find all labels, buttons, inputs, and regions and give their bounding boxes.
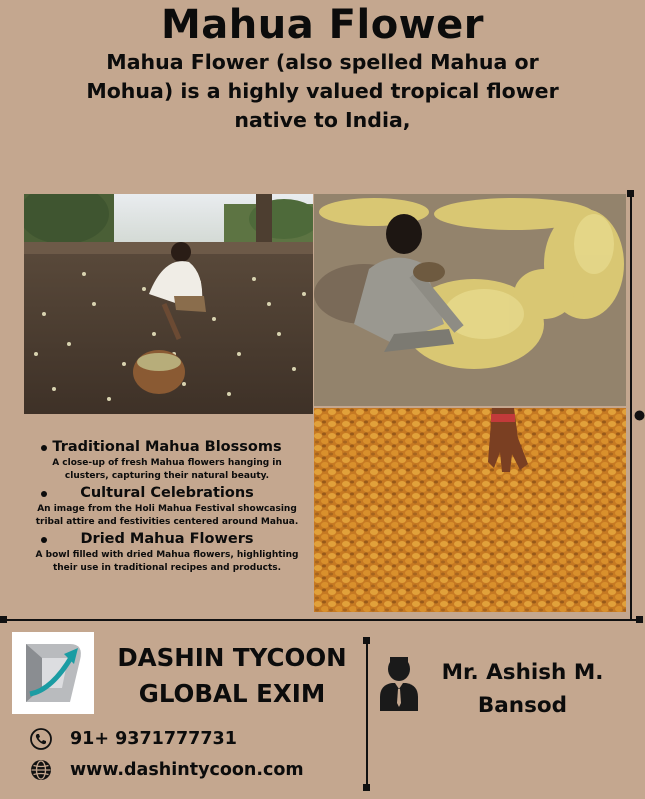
businessman-icon (380, 655, 418, 711)
phone-icon (30, 728, 52, 750)
page-subtitle: Mahua Flower (also spelled Mahua or Mohua) is a highly valued tropical flower native to India, (86, 50, 559, 132)
bullet-heading: Traditional Mahua Blossoms (52, 439, 282, 455)
bullet-heading: Dried Mahua Flowers (80, 531, 254, 547)
company-name: DASHIN TYCOON GLOBAL EXIM (117, 643, 347, 708)
website-row (30, 758, 304, 782)
photo-dried-mahua-flowers (314, 408, 626, 612)
bullet-dot (41, 491, 47, 497)
website-link[interactable]: www.dashintycoon.com (70, 760, 304, 780)
frame-dot (634, 410, 645, 421)
photo-girl-collecting-mahua (24, 194, 313, 414)
bullet-description: A bowl filled with dried Mahua flowers, highlighting their use in traditional recipes and products. (35, 550, 299, 573)
bullet-dot (41, 445, 47, 451)
photo-boy-gathering-mahua (314, 194, 626, 406)
bullet-item (22, 438, 312, 482)
company-logo (12, 632, 94, 714)
page-title: Mahua Flower (161, 2, 484, 48)
bullet-item (22, 530, 312, 574)
separator-cap-top (363, 637, 370, 644)
separator-cap-bottom (363, 784, 370, 791)
frame-line-right (630, 194, 632, 620)
contact-person-name: Mr. Ashish M. Bansod (441, 660, 604, 718)
bullet-description: An image from the Holi Mahua Festival showcasing tribal attire and festivities centered around Mahua. (35, 504, 299, 527)
divider-endcap-right (636, 616, 643, 623)
bullet-item (22, 484, 312, 528)
phone-number[interactable]: 91+ 9371777731 (70, 729, 237, 749)
footer-separator (366, 640, 368, 788)
globe-icon (30, 759, 52, 781)
phone-row (30, 727, 237, 751)
bullet-dot (41, 537, 47, 543)
divider-endcap-left (0, 616, 7, 623)
bullet-list (22, 438, 312, 576)
divider-line (0, 619, 641, 621)
bullet-description: A close-up of fresh Mahua flowers hanging in clusters, capturing their natural beauty. (52, 458, 282, 481)
bullet-heading: Cultural Celebrations (80, 485, 254, 501)
frame-corner (627, 190, 634, 197)
